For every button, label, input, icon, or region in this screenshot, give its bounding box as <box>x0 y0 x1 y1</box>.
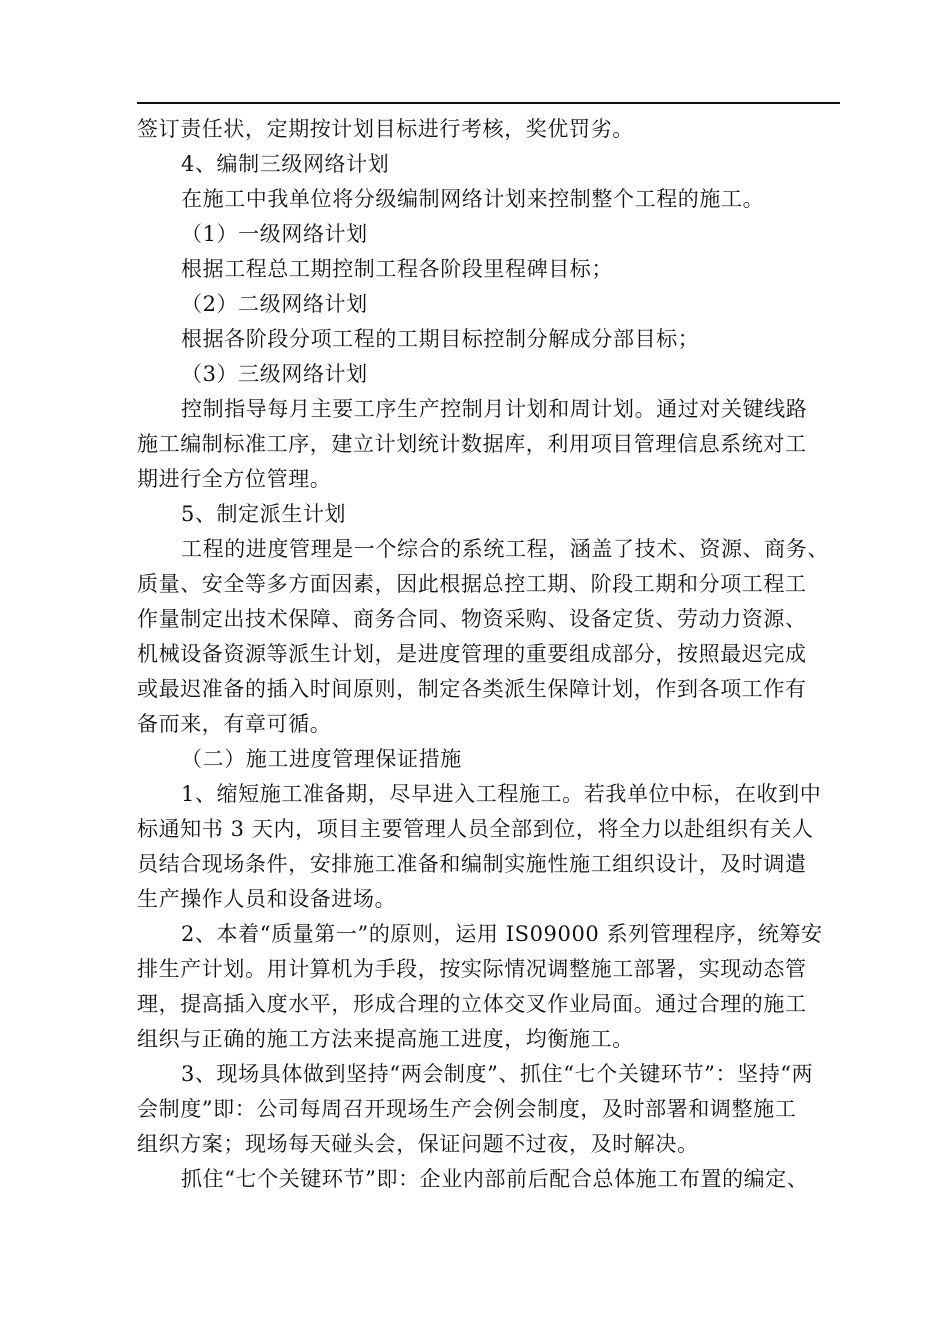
text-line: 施工编制标准工序，建立计划统计数据库，利用项目管理信息系统对工 <box>137 432 807 456</box>
text-line: 在施工中我单位将分级编制网络计划来控制整个工程的施工。 <box>181 187 765 211</box>
section-heading-4: 4、编制三级网络计划 <box>181 152 390 176</box>
text-line: 作量制定出技术保障、商务合同、物资采购、设备定货、劳动力资源、 <box>137 607 807 631</box>
text-line: 或最迟准备的插入时间原则，制定各类派生保障计划，作到各项工作有 <box>137 677 807 701</box>
subheading-level-3: （3）三级网络计划 <box>181 362 368 386</box>
text-line: 组织与正确的施工方法来提高施工进度，均衡施工。 <box>137 1027 634 1051</box>
header-rule <box>137 102 840 104</box>
text-line: 备而来，有章可循。 <box>137 712 332 736</box>
text-line: 标通知书 3 天内，项目主要管理人员全部到位，将全力以赴组织有关人 <box>137 817 814 841</box>
text-line: 根据工程总工期控制工程各阶段里程碑目标； <box>181 257 613 281</box>
text-line: 组织方案；现场每天碰头会，保证问题不过夜，及时解决。 <box>137 1132 699 1156</box>
text-line: 会制度”即：公司每周召开现场生产会例会制度，及时部署和调整施工 <box>137 1097 797 1121</box>
text-line: 根据各阶段分项工程的工期目标控制分解成分部目标； <box>181 327 700 351</box>
text-line: 员结合现场条件，安排施工准备和编制实施性施工组织设计，及时调遣 <box>137 852 807 876</box>
text-line: 工程的进度管理是一个综合的系统工程，涵盖了技术、资源、商务、 <box>181 537 829 561</box>
text-line: 1、缩短施工准备期，尽早进入工程施工。若我单位中标，在收到中 <box>181 782 822 806</box>
text-line: 控制指导每月主要工序生产控制月计划和周计划。通过对关键线路 <box>181 397 808 421</box>
section-heading-5: 5、制定派生计划 <box>181 502 347 526</box>
text-line: 理，提高插入度水平，形成合理的立体交叉作业局面。通过合理的施工 <box>137 992 807 1016</box>
text-line: 期进行全方位管理。 <box>137 467 332 491</box>
text-line: 质量、安全等多方面因素，因此根据总控工期、阶段工期和分项工程工 <box>137 572 807 596</box>
subheading-level-1: （1）一级网络计划 <box>181 222 368 246</box>
subheading-level-2: （2）二级网络计划 <box>181 292 368 316</box>
document-body <box>137 112 840 1197</box>
text-line: 签订责任状，定期按计划目标进行考核，奖优罚劣。 <box>137 117 634 141</box>
text-line: 生产操作人员和设备进场。 <box>137 887 397 911</box>
text-line: 3、现场具体做到坚持“两会制度”、抓住“七个关键环节”：坚持“两 <box>181 1062 814 1086</box>
text-line: 排生产计划。用计算机为手段，按实际情况调整施工部署，实现动态管 <box>137 957 807 981</box>
text-line: 抓住“七个关键环节”即：企业内部前后配合总体施工布置的编定、 <box>181 1167 809 1191</box>
section-heading-2: （二）施工进度管理保证措施 <box>181 747 462 771</box>
text-line: 机械设备资源等派生计划，是进度管理的重要组成部分，按照最迟完成 <box>137 642 807 666</box>
text-line: 2、本着“质量第一”的原则，运用 IS09000 系列管理程序，统筹安 <box>181 922 823 946</box>
